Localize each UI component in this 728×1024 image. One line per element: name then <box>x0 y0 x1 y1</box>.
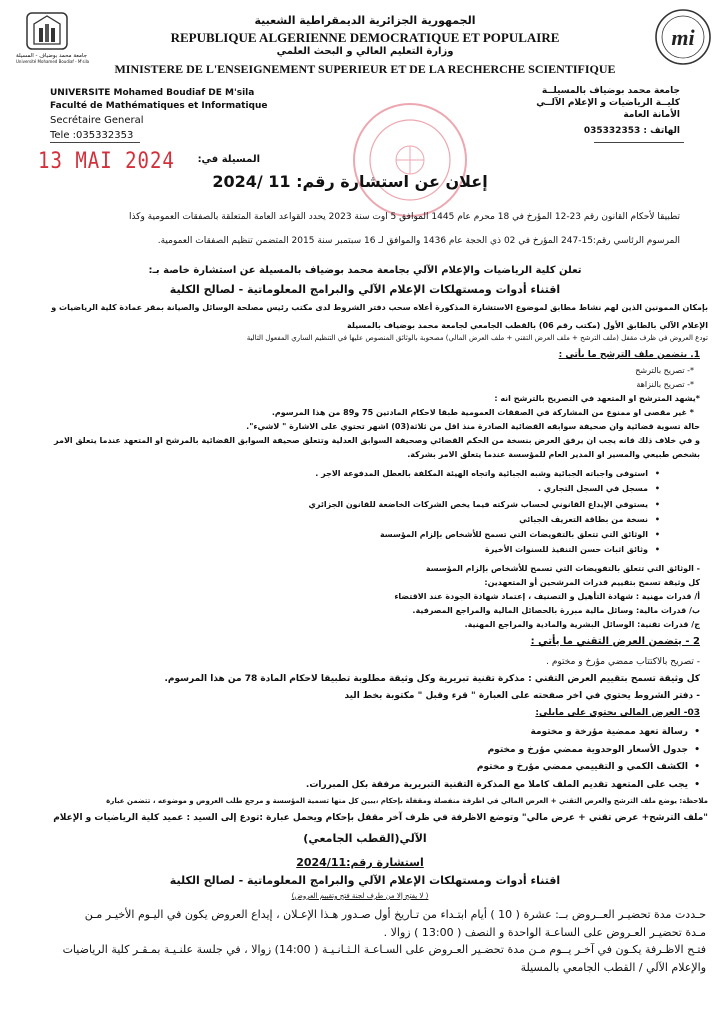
date-stamp: 13 MAI 2024 <box>38 148 175 174</box>
sec3-item: • يجب على المتعهد تقديم الملف كاملا مع المذكرة التقنية التبريرية مرفقة بكل المبررات. <box>100 777 700 795</box>
sec2-item: - تصريح بالاكتتاب ممضي مؤرخ و مختوم . <box>546 657 700 667</box>
sec3-items <box>100 724 700 794</box>
announce-line-1: تعلن كلية الرياضيات والإعلام الآلي بجامعة محمد بوضياف بالمسيلة عن استشارة خاصة بـ: <box>148 265 582 276</box>
right-logo <box>654 8 712 70</box>
sec1-bullet: • وثائق اثبات حسن التنفيذ للسنوات الأخيرة <box>200 542 660 557</box>
sec1-item: و في خلاف ذلك فانه يجب ان يرفق العرض بنسخة من الحكم القضائي وصحيفة السوابق العدلية وتتعلق صحيفة السوابق القضائية بالمرشح او المتعهد عندما يتعلق الامر <box>54 436 700 445</box>
header-ministry-ar: وزارة التعليم العالي و البحث العلمي <box>276 46 454 57</box>
logo-caption-fr: Université Mohamed Boudiaf - M'sila <box>16 59 90 64</box>
intro-line-3: تودع العروض في ظرف مقفل (ملف الترشح + ملف العرض التقني + ملف العرض المالي) مصحوبة بالوثائق المنصوص عليها في التنظيم الساري المفعول التالية <box>246 334 708 342</box>
sec2-item: كل وثيقة تسمح بتقييم العرض التقني : مذكرة تقنية تبريرية وكل وثيقة مطلوبة تطبيقا لاحكام المادة 78 من هذا المرسوم. <box>164 674 700 684</box>
address-line-university-ar: جامعة محمد بوضياف بالمسيلــة <box>541 86 680 96</box>
official-seal <box>350 100 470 224</box>
header-separator-left <box>50 142 140 143</box>
sec1-after-item: ج/ قدرات تقنية: الوسائل البشرية والمادية والمراجع المهنية. <box>464 620 700 629</box>
header-ministry-fr: MINISTERE DE L'ENSEIGNEMENT SUPERIEUR ET DE LA RECHERCHE SCIENTIFIQUE <box>114 62 616 76</box>
header-republic-ar: الجمهورية الجزائرية الديمقراطية الشعبية <box>254 14 476 27</box>
sec3-heading: 03- العرض المالي يحتوي على مايلي: <box>535 708 700 718</box>
intro-line-2: الإعلام الآلي بالطابق الأول (مكتب رقم 06) بالقطب الجامعي لجامعة محمد بوضياف بالمسيلة <box>347 321 708 330</box>
sec1-bullet: • نسخة من بطاقة التعريف الجبائي <box>200 512 660 527</box>
sec1-after-item: كل وثيقة تسمح بتقييم قدرات المرشحين أو المتعهدين: <box>484 578 700 587</box>
envelope-line-3: ( لا يفتح إلا من طرف لجنة فتح وتقييم العروض) <box>291 892 429 900</box>
sec1-heading: 1. يتضمن ملف الترشح ما يأتي : <box>558 350 700 360</box>
closing-paragraph <box>22 906 706 976</box>
sec2-heading: 2 - يتضمن العرض التقني ما يأتي : <box>530 636 700 647</box>
sec2-item: - دفتر الشروط يحتوي في اخر صفحته على العبارة " قرء وقبل " مكتوبة بخط اليد <box>344 691 700 701</box>
address-line-faculty: Faculté de Mathématiques et Informatique <box>50 101 268 111</box>
sec1-items <box>14 364 700 462</box>
announcement-title: إعلان عن استشارة رقم: 11 /2024 <box>212 172 488 191</box>
header-republic-fr: REPUBLIQUE ALGERIENNE DEMOCRATIQUE ET POPULAIRE <box>170 30 560 45</box>
sec1-bullet: • استوفى واجباته الجبائية وشبه الجبائية واتجاه الهيئة المكلفة بالعطل المدفوعة الاجر . <box>200 466 660 481</box>
sec1-bullets <box>200 466 660 558</box>
university-emblem-icon <box>24 10 70 52</box>
sec1-item: * غير مقصى او ممنوع من المشاركة في الصفقات العمومية طبقا لاحكام المادتين 75 و89 من هذا المرسوم. <box>271 408 694 417</box>
intro-line-1: بإمكان الممونين الذين لهم نشاط مطابق لموضوع الاستشارة المذكورة أعلاه سحب دفتر الشروط لدى مكتب رئيس مصلحة الوسائل والصيانة بمقر عمادة كلية الرياضيات و <box>51 303 708 312</box>
sec3-item: • رسالة تعهد ممضية مؤرخة و مختومة <box>100 724 700 742</box>
closing-line: فتـح الاظـرفة يكـون في آخـر يــوم مـن مدة تحضـير العـروض على السـاعـة الـثـانـيـة ( 14:00) زوالا ، في جلسة علنـيـة بمـقـر كلية الرياضيات <box>62 943 706 956</box>
logo-caption-ar: جامعة محمد بوضياف - المسيلة <box>16 53 87 59</box>
faculty-logo-icon <box>654 8 712 66</box>
law-line-2: المرسوم الرئاسي رقم:15-247 المؤرخ في 02 ذي الحجة عام 1436 والموافق لـ 16 سبتمبر سنة 2015 المتضمن تنظيم الصفقات العمومية. <box>157 236 680 246</box>
address-line-faculty-ar: كليــة الرياضيات و الإعلام الآلــي <box>536 98 680 108</box>
sec1-after-item: ب/ قدرات مالية: وسائل مالية مبررة بالحصائل المالية والمراجع المصرفية. <box>412 606 700 615</box>
closing-line: والإعلام الآلي / القطب الجامعي بالمسيلة <box>520 960 706 974</box>
closing-line: مـدة تحضيـر العـروض على الساعـة الواحدة و النصف ( 13:00 ) زوالا . <box>383 925 706 939</box>
address-line-phone-ar: الهاتف : 035332353 <box>583 126 680 136</box>
law-line-1: تطبيقا لأحكام القانون رقم 23-12 المؤرخ في 18 محرم عام 1445 الموافق 5 اوت سنة 2023 يحدد القواعد العامة المتعلقة بالصفقات العمومية وكذا <box>128 212 680 222</box>
sec1-bullet: • الوثائق التي تتعلق بالتفويضات التي تسمح للأشخاص بإلزام المؤسسة <box>200 527 660 542</box>
note-line-1: ملاحظة: يوضع ملف الترشح والعرض التقني + العرض المالي في اظرفة منفصلة ومقفلة بإحكام ،يبين كل منها تسمية المؤسسة و مرجع طلب العروض و موضوعه ، تتضمن عبارة <box>106 797 708 805</box>
sec1-item: *- تصريح بالنزاهة <box>636 380 694 389</box>
round-seal-icon <box>350 100 470 220</box>
envelope-line-2: اقتناء أدوات ومستهلكات الإعلام الآلي والبرامج المعلوماتية - لصالح الكلية <box>169 874 561 887</box>
sec1-bullet: • يستوفي الإيداع القانوني لحساب شركته فيما يخص الشركات الخاضعة للقانون الجزائري <box>200 497 660 512</box>
address-line-phone: Tele :035332353 <box>50 130 134 141</box>
left-logo <box>16 10 90 64</box>
note-line-2: "ملف الترشح+ عرض تقني + عرض مالي" وتوضع الاظرفة في ظرف آخر مقفل بإحكام ويحمل عبارة :تودع إلى السيد : عميد كلية الرياضيات و الإعلام <box>53 813 708 823</box>
header-separator-right <box>594 142 684 143</box>
closing-line: حـددت مدة تحضيـر العــروض بــ: عشرة ( 10 ) أيام ابتـداء من تـاريخ أول صـدور هـذا الإعـلان ، إيداع العروض يكون في اليـوم الأخيـر مـن <box>84 908 706 921</box>
sec1-after <box>30 562 700 632</box>
sec1-bullet: • مسجل في السجل التجاري . <box>200 481 660 496</box>
sec1-after-item: - الوثائق التي تتعلق بالتفويضات التي تسمح للأشخاص بإلزام المؤسسة <box>425 564 700 573</box>
left-address-block <box>50 88 290 141</box>
sec1-item: *- تصريح بالترشح <box>635 366 694 375</box>
sec1-item: حالة تسوية قضائية وان صحيفة سوابقه القضائية الصادرة منذ اقل من ثلاثة(03) اشهر تحتوي على الاشارة " لاشيء". <box>246 422 700 431</box>
sec2-items <box>30 654 700 705</box>
sec3-item: • جدول الأسعار الوحدوية ممضي مؤرخ و مختوم <box>100 742 700 760</box>
note-line-3: الآلي(القطب الجامعي) <box>303 832 427 845</box>
right-address-block <box>440 86 680 136</box>
address-line-secretary-ar: الأمانة العامة <box>623 110 680 120</box>
address-line-university: UNIVERSITE Mohamed Boudiaf DE M'sila <box>50 88 255 98</box>
sec1-item: *يشهد المترشح او المتعهد في التصريح بالترشح انه : <box>494 394 700 403</box>
address-line-secretary: Secrétaire General <box>50 115 144 126</box>
sec1-item: بشخص طبيعي والمسير او المدير العام للمؤسسة عندما يتعلق الامر بشركة. <box>407 450 700 459</box>
sec3-item: • الكشف الكمي و التقييمي ممضي مؤرخ و مختوم <box>100 759 700 777</box>
envelope-line-1: استشارة رقم:2024/11 <box>296 856 424 869</box>
announce-line-2: اقتناء أدوات ومستهلكات الإعلام الآلي والبرامج المعلوماتية - لصالح الكلية <box>169 283 561 296</box>
svg-text:mi: mi <box>671 25 695 50</box>
sec1-after-item: أ/ قدرات مهنية : شهادة التأهيل و التصنيف ، إعتماد شهادة الجودة عند الاقتضاء <box>394 592 700 601</box>
msila-date-label: المسيلة في: <box>197 154 260 165</box>
